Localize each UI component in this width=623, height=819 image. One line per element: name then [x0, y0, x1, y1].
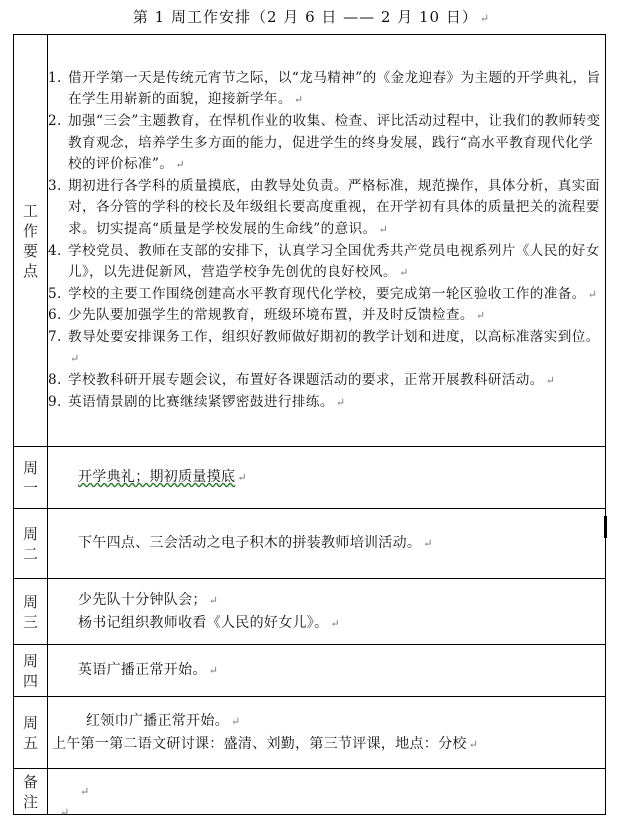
work-point-item [48, 370, 605, 392]
paragraph-mark-icon: ↵ [468, 737, 479, 751]
work-point-text: 学校党员、教师在支部的安排下，认真学习全国优秀共产党员电视系列片《人民的好女儿》，以先进促新风，营造学校争先创优的良好校风。 [68, 242, 600, 281]
day-line-text: 上午第一第二语文研讨课：盛清、刘勤，第三节评课，地点：分校 [52, 735, 467, 752]
work-points-list [48, 68, 605, 414]
work-point-item [48, 327, 605, 370]
day-label-friday: 周五 [22, 713, 38, 752]
work-point-number: 9. [48, 393, 62, 410]
day-label-cell [14, 697, 48, 769]
work-point-item [48, 305, 605, 327]
work-point-number: 5. [48, 285, 62, 302]
paragraph-mark-icon: ↵ [70, 352, 80, 366]
paragraph-mark-icon: ↵ [80, 785, 90, 798]
work-point-text: 借开学第一天是传统元宵节之际，以“龙马精神”的《金龙迎春》为主题的开学典礼，旨在学生用崭新的面貌，迎接新学年。 [68, 69, 601, 108]
work-point-text: 少先队要加强学生的常规教育，班级环境布置，并及时反馈检查。 [68, 307, 474, 324]
day-row-friday [14, 697, 606, 769]
paragraph-mark-icon: ↵ [293, 93, 304, 107]
day-line-text: 杨书记组织教师收看《人民的好女儿》。 [78, 614, 329, 631]
day-line [52, 733, 605, 756]
day-line-text: 少先队十分钟队会； [78, 591, 207, 608]
day-row-monday [14, 447, 606, 509]
day-label-thursday: 周四 [22, 651, 38, 690]
day-content-thursday[interactable] [48, 645, 606, 697]
paragraph-mark-icon: ↵ [475, 309, 486, 323]
paragraph-mark-icon: ↵ [175, 158, 185, 172]
work-point-item [48, 392, 605, 414]
work-point-item [48, 111, 605, 176]
notes-content[interactable] [48, 769, 606, 815]
document-title [0, 6, 623, 27]
work-point-number: 8. [48, 372, 62, 389]
work-point-text: 英语情景剧的比赛继续紧锣密鼓进行排练。 [68, 393, 334, 410]
day-row-tuesday [14, 509, 606, 579]
day-line [48, 466, 605, 489]
paragraph-mark-icon: ↵ [479, 12, 491, 25]
day-label-wednesday: 周三 [22, 592, 38, 631]
document-title-text: 第 1 周工作安排（2 月 6 日 —— 2 月 10 日） [132, 8, 478, 26]
paragraph-mark-icon: ↵ [423, 537, 433, 550]
day-line-text: 红领巾广播正常开始。 [86, 712, 229, 729]
day-row-wednesday [14, 579, 606, 645]
day-label-cell [14, 509, 48, 579]
paragraph-mark-icon: ↵ [60, 806, 70, 819]
day-line [48, 780, 605, 803]
day-line-text: 下午四点、三会活动之电子积木的拼装教师培训活动。 [78, 535, 422, 551]
work-point-number: 3. [48, 177, 62, 194]
day-line [48, 589, 605, 612]
work-points-row [14, 35, 606, 447]
work-point-item [48, 241, 605, 284]
day-line [48, 659, 605, 682]
paragraph-mark-icon: ↵ [399, 266, 409, 280]
work-point-text: 加强“三会”主题教育，在悍机作业的收集、检查、评比活动过程中，让我们的教师转变教育观念，培养学生多方面的能力，促进学生的终身发展，践行“高水平教育现代化学校的评价标准”。 [68, 112, 601, 173]
day-label-monday: 周一 [22, 458, 38, 497]
schedule-table [13, 34, 606, 815]
paragraph-mark-icon: ↵ [335, 395, 346, 409]
work-points-content[interactable] [48, 35, 606, 447]
work-point-text: 学校的主要工作围绕创建高水平教育现代化学校，要完成第一轮区验收工作的准备。 [68, 285, 586, 302]
work-point-number: 7. [48, 328, 62, 345]
work-points-label: 工作要点 [22, 201, 38, 280]
paragraph-mark-icon: ↵ [587, 287, 598, 301]
notes-row [14, 769, 606, 815]
notes-label: 备注 [22, 772, 38, 811]
work-point-item [48, 284, 605, 306]
day-line [48, 532, 605, 555]
paragraph-mark-icon: ↵ [208, 664, 219, 677]
day-label-cell [14, 447, 48, 509]
day-content-wednesday[interactable] [48, 579, 606, 645]
day-line [52, 710, 605, 733]
paragraph-mark-icon: ↵ [208, 593, 219, 607]
work-point-text: 教导处要安排课务工作，组织好教师做好期初的教学计划和进度，以高标准落实到位。 [68, 328, 600, 345]
day-content-monday[interactable] [48, 447, 606, 509]
day-line-text: 英语广播正常开始。 [78, 662, 207, 678]
paragraph-mark-icon: ↵ [237, 471, 247, 484]
work-point-text: 期初进行各学科的质量摸底，由教导处负责。严格标准，规范操作，具体分析，真实面对，各分管的学科的校长及年级组长要高度重视，在开学初有具体的质量把关的流程要求。切实提高“质量是学校发展的生命线”的意识。 [68, 177, 600, 237]
day-line [48, 612, 605, 635]
text-cursor [604, 516, 607, 538]
notes-label-cell [14, 769, 48, 815]
day-row-thursday [14, 645, 606, 697]
day-line-text: 开学典礼；期初质量摸底 [78, 469, 236, 485]
paragraph-mark-icon: ↵ [378, 222, 389, 236]
work-point-item [48, 176, 605, 241]
work-point-number: 1. [48, 69, 62, 86]
paragraph-mark-icon: ↵ [330, 616, 340, 630]
paragraph-mark-icon: ↵ [231, 714, 241, 728]
work-point-item [48, 68, 605, 111]
day-label-cell [14, 579, 48, 645]
work-point-number: 6. [48, 307, 62, 324]
paragraph-mark-icon: ↵ [545, 374, 556, 388]
day-content-tuesday[interactable] [48, 509, 606, 579]
work-point-text: 学校教科研开展专题会议，布置好各课题活动的要求，正常开展教科研活动。 [68, 372, 544, 389]
work-points-label-cell [14, 35, 48, 447]
day-content-friday[interactable] [48, 697, 606, 769]
day-label-cell [14, 645, 48, 697]
work-point-number: 4. [48, 242, 62, 259]
day-label-tuesday: 周二 [22, 524, 38, 563]
work-point-number: 2. [48, 112, 62, 129]
